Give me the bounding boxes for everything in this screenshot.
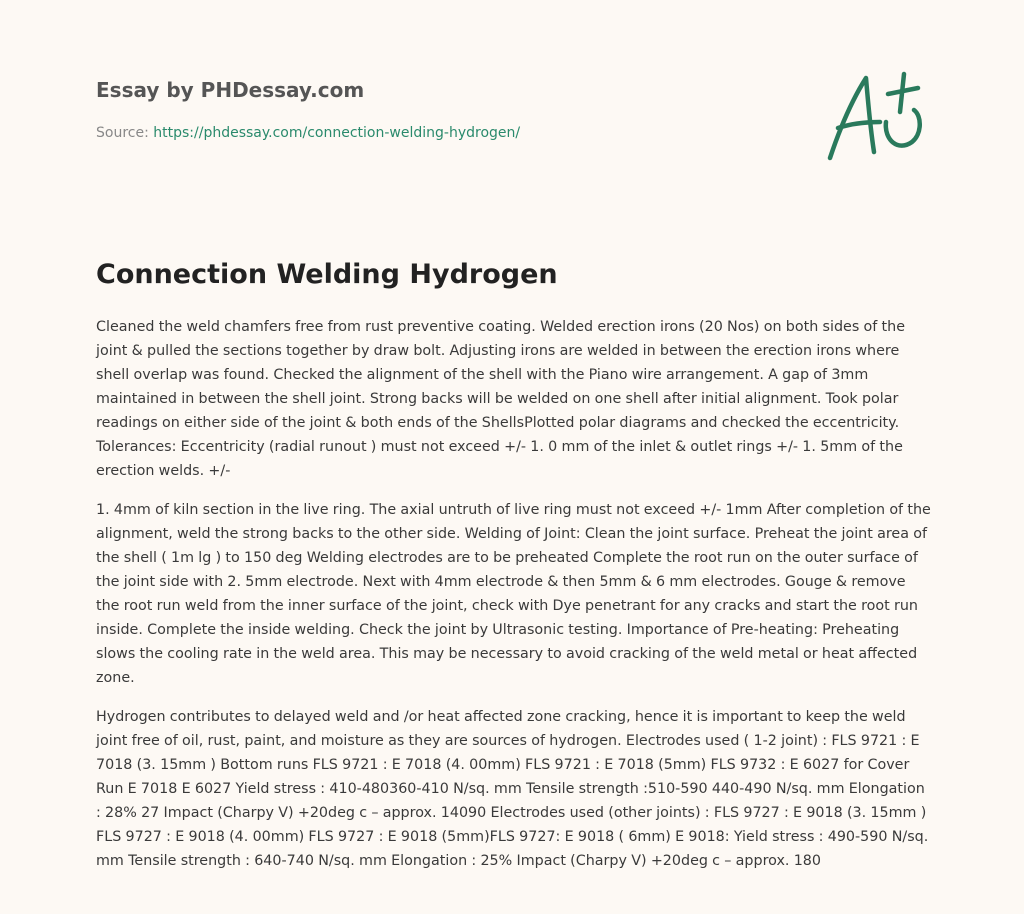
- article-title: Connection Welding Hydrogen: [96, 259, 558, 290]
- paragraph: Cleaned the weld chamfers free from rust preventive coating. Welded erection irons (20 Nos) on both sides of the joint & pulled the sections together by draw bolt. Adjusting irons are welded in between the erection irons where shell overlap was found. Checked the alignment of the shell with the Piano wire arrangement. A gap of 3mm maintained in between the shell joint. Strong backs will be welded on one shell after initial alignment. Took polar readings on either side of the joint & both ends of the ShellsPlotted polar diagrams and checked the eccentricity. Tolerances: Eccentricity (radial runout ) must not exceed +/- 1. 0 mm of the inlet & outlet rings +/- 1. 5mm of the erection welds. +/-: [96, 319, 906, 479]
- source-label: Source:: [96, 125, 154, 141]
- site-brand: Essay by PHDessay.com: [96, 78, 365, 102]
- source-line: [96, 124, 796, 142]
- paragraph: Hydrogen contributes to delayed weld and /or heat affected zone cracking, hence it is important to keep the weld joint free of oil, rust, paint, and moisture as they are sources of hydrogen. Electrodes used ( 1-2 joint) : FLS 9721 : E 7018 (3. 15mm ) Bottom runs FLS 9721 : E 7018 (4. 00mm) FLS 9721 : E 7018 (5mm) FLS 9732 : E 6027 for Cover Run E 7018 E 6027 Yield stress : 410-480360-410 N/sq. mm Tensile strength :510-590 440-490 N/sq. mm Elongation : 28% 27 Impact (Charpy V) +20deg c – approx. 14090 Electrodes used (other joints) : FLS 9727 : E 9018 (3. 15mm ) FLS 9727 : E 9018 (4. 00mm) FLS 9727 : E 9018 (5mm)FLS 9727: E 9018 ( 6mm) E 9018: Yield stress : 490-590 N/sq. mm Tensile strength : 640-740 N/sq. mm Elongation : 25% Impact (Charpy V) +20deg c – approx. 180: [96, 709, 929, 869]
- essay-header: [96, 76, 796, 142]
- paragraph: 1. 4mm of kiln section in the live ring. The axial untruth of live ring must not exceed +/- 1mm After completion of the alignment, weld the strong backs to the other side. Welding of Joint: Clean the joint surface. Preheat the joint area of the shell ( 1m lg ) to 150 deg Welding electrodes are to be preheated Complete the root run on the outer surface of the joint side with 2. 5mm electrode. Next with 4mm electrode & then 5mm & 6 mm electrodes. Gouge & remove the root run weld from the inner surface of the joint, check with Dye penetrant for any cracks and start the root run inside. Complete the inside welding. Check the joint by Ultrasonic testing. Importance of Pre-heating: Preheating slows the cooling rate in the weld area. This may be necessary to avoid cracking of the weld metal or heat affected zone.: [96, 502, 931, 686]
- source-link[interactable]: https://phdessay.com/connection-welding-hydrogen/: [153, 125, 521, 141]
- article-body: [96, 315, 932, 888]
- a-plus-logo-icon: [818, 66, 928, 166]
